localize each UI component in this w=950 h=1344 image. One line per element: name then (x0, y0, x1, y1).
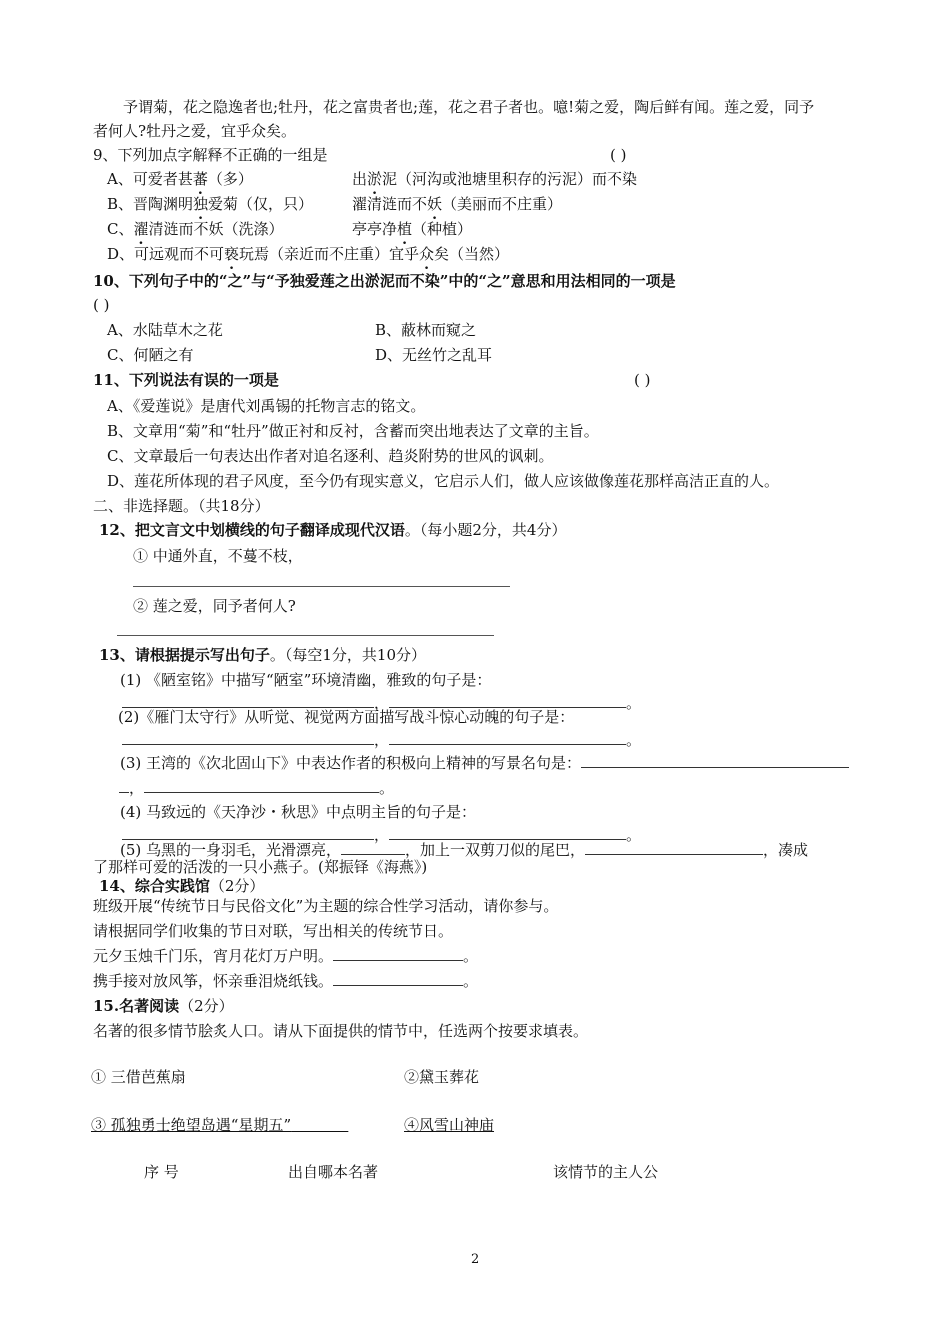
q14-line-2: 请根据同学们收集的节日对联，写出相关的传统节日。 (93, 922, 454, 940)
q15-note: （2分） (179, 997, 234, 1015)
q13-blank-1b[interactable] (389, 693, 626, 708)
q9-answer-paren: ( ) (610, 146, 627, 164)
q14-line-1: 班级开展“传统节日与民俗文化”为主题的综合性学习活动，请你参与。 (93, 897, 559, 915)
q10-option-c: C、何陋之有 (107, 346, 194, 364)
q13-stem-text: 13、请根据提示写出句子 (99, 646, 270, 664)
q13-item-5-part-a: (5) 乌黑的一身羽毛，光滑漂亮， (120, 841, 342, 859)
q9-option-d2: 宜乎众矣（当然） (389, 245, 510, 263)
q9-option-c1: C、濯清涟而不妖（洗涤） (107, 220, 284, 238)
q13-blank-5b[interactable] (585, 840, 763, 855)
q12-stem (99, 520, 566, 540)
q14-blank-2[interactable] (333, 971, 463, 986)
q13-item-2-blanks: ， 。 (122, 730, 641, 750)
q9-option-a2: 出淤泥（河沟或池塘里积存的污泥）而不染 (352, 170, 638, 188)
q13-item-3 (120, 753, 849, 773)
q9-stem: 9、下列加点字解释不正确的一组是 (93, 146, 328, 164)
q13-item-1: (1) 《陋室铭》中描写“陋室”环境清幽，雅致的句子是： (120, 671, 492, 689)
q14-couplet-2-text: 携手接对放风筝，怀亲垂泪烧纸钱。 (93, 972, 334, 990)
q11-option-c: C、文章最后一句表达出作者对追名逐利、趋炎附势的世风的讽刺。 (107, 447, 554, 465)
q11-option-a: A、《爱莲说》是唐代刘禹锡的托物言志的铭文。 (107, 397, 426, 415)
q9-option-d1: D、可远观而不可亵玩焉（亲近而不庄重） (107, 245, 390, 263)
q14-couplet-2: 携手接对放风筝，怀亲垂泪烧纸钱。 。 (93, 972, 479, 990)
q14-couplet-1: 元夕玉烛千门乐，宵月花灯万户明。 。 (93, 947, 479, 965)
q15-option-1: ① 三借芭蕉扇 (91, 1068, 186, 1086)
q13-blank-2a[interactable] (122, 730, 374, 745)
q13-stem (99, 645, 426, 665)
q13-item-5-part-c: ，凑成 (763, 841, 809, 859)
section-heading: 二、非选择题。（共18分） (93, 497, 270, 515)
q13-item-2: (2)《雁门太守行》从听觉、视觉两方面描写战斗惊心动魄的句子是： (118, 708, 575, 726)
q15-table-header-number: 序 号 (144, 1163, 179, 1181)
q15-table-header-book: 出自哪本名著 (288, 1163, 379, 1181)
q11-answer-paren: ( ) (634, 371, 651, 389)
q13-blank-3a[interactable] (581, 753, 849, 768)
q12-answer-line-2[interactable] (117, 635, 494, 636)
q13-item-5-part-b: ，加上一双剪刀似的尾巴， (405, 841, 586, 859)
q15-option-2: ②黛玉葬花 (404, 1068, 480, 1086)
q12-stem-text: 12、把文言文中划横线的句子翻译成现代汉语 (99, 521, 405, 539)
q13-item-3-text: (3) 王湾的《次北固山下》中表达作者的积极向上精神的写景名句是： (120, 754, 582, 772)
q13-note: 。（每空1分，共10分） (269, 646, 427, 664)
q9-option-b1: B、晋陶渊明独爱菊（仅，只） (107, 195, 314, 213)
q13-item-4-blanks: ， 。 (122, 825, 641, 845)
q13-blank-5a[interactable] (341, 840, 405, 855)
q13-blank-4a[interactable] (122, 825, 374, 840)
q15-line-1: 名著的很多情节脍炙人口。请从下面提供的情节中，任选两个按要求填表。 (93, 1022, 589, 1040)
q13-blank-4b[interactable] (389, 825, 626, 840)
passage-line-1: 予谓菊，花之隐逸者也;牡丹，花之富贵者也;莲，花之君子者也。噫!菊之爱，陶后鲜有闻。莲之爱，同予 (123, 98, 815, 116)
q15-option-3-text: ③ 孤独勇士绝望岛遇“星期五” (91, 1116, 292, 1134)
q13-item-1-blanks: ， 。 (122, 693, 641, 713)
q11-stem: 11、下列说法有误的一项是 (93, 371, 279, 389)
q10-option-b: B、蔽林而窥之 (375, 321, 477, 339)
q13-item-4: (4) 马致远的《天净沙・秋思》中点明主旨的句子是： (120, 803, 477, 821)
q14-blank-1[interactable] (333, 946, 463, 961)
q10-stem: 10、下列句子中的“之”与“予独爱莲之出淤泥而不染”中的“之”意思和用法相同的一项是 (93, 272, 676, 290)
q10-option-d: D、无丝竹之乱耳 (375, 346, 493, 364)
q10-option-a: A、水陆草木之花 (107, 321, 223, 339)
q11-option-b: B、文章用“菊”和“牡丹”做正衬和反衬，含蓄而突出地表达了文章的主旨。 (107, 422, 599, 440)
q13-blank-3b[interactable] (144, 778, 379, 793)
q15-option-3 (91, 1115, 348, 1135)
q15-option-4: ④风雪山神庙 (404, 1116, 495, 1134)
q9-option-c2: 亭亭净植（种植） (352, 220, 473, 238)
q13-blank-3a-end[interactable] (119, 778, 129, 793)
q12-answer-line-1[interactable] (133, 586, 510, 587)
q12-item-2: ② 莲之爱，同予者何人? (133, 597, 296, 615)
q13-blank-1a[interactable] (122, 693, 374, 708)
q14-stem (99, 876, 264, 896)
q11-option-d: D、莲花所体现的君子风度，至今仍有现实意义，它启示人们，做人应该做像莲花那样高洁正直的人。 (107, 472, 780, 490)
q9-option-b2: 濯清涟而不妖（美丽而不庄重） (352, 195, 563, 213)
passage-line-2: 者何人?牡丹之爱，宜乎众矣。 (93, 122, 297, 140)
q13-blank-2b[interactable] (389, 730, 626, 745)
q15-stem-text: 15.名著阅读 (93, 997, 180, 1015)
page-number: 2 (471, 1252, 480, 1267)
q9-option-a1: A、可爱者甚蕃（多） (107, 170, 253, 188)
q15-table-header-protagonist: 该情节的主人公 (553, 1163, 659, 1181)
q10-answer-paren: ( ) (93, 296, 110, 314)
q13-item-3-blanks: ， 。 (119, 778, 394, 798)
q12-note: 。（每小题2分，共4分） (404, 521, 567, 539)
q13-item-5-cont: 了那样可爱的活泼的一只小燕子。(郑振铎《海燕》) (93, 858, 428, 876)
q12-item-1: ① 中通外直，不蔓不枝， (133, 547, 303, 565)
q14-couplet-1-text: 元夕玉烛千门乐，宵月花灯万户明。 (93, 947, 334, 965)
q14-note: （2分） (209, 877, 265, 895)
q14-stem-text: 14、综合实践馆 (99, 877, 210, 895)
q15-stem (93, 996, 234, 1016)
